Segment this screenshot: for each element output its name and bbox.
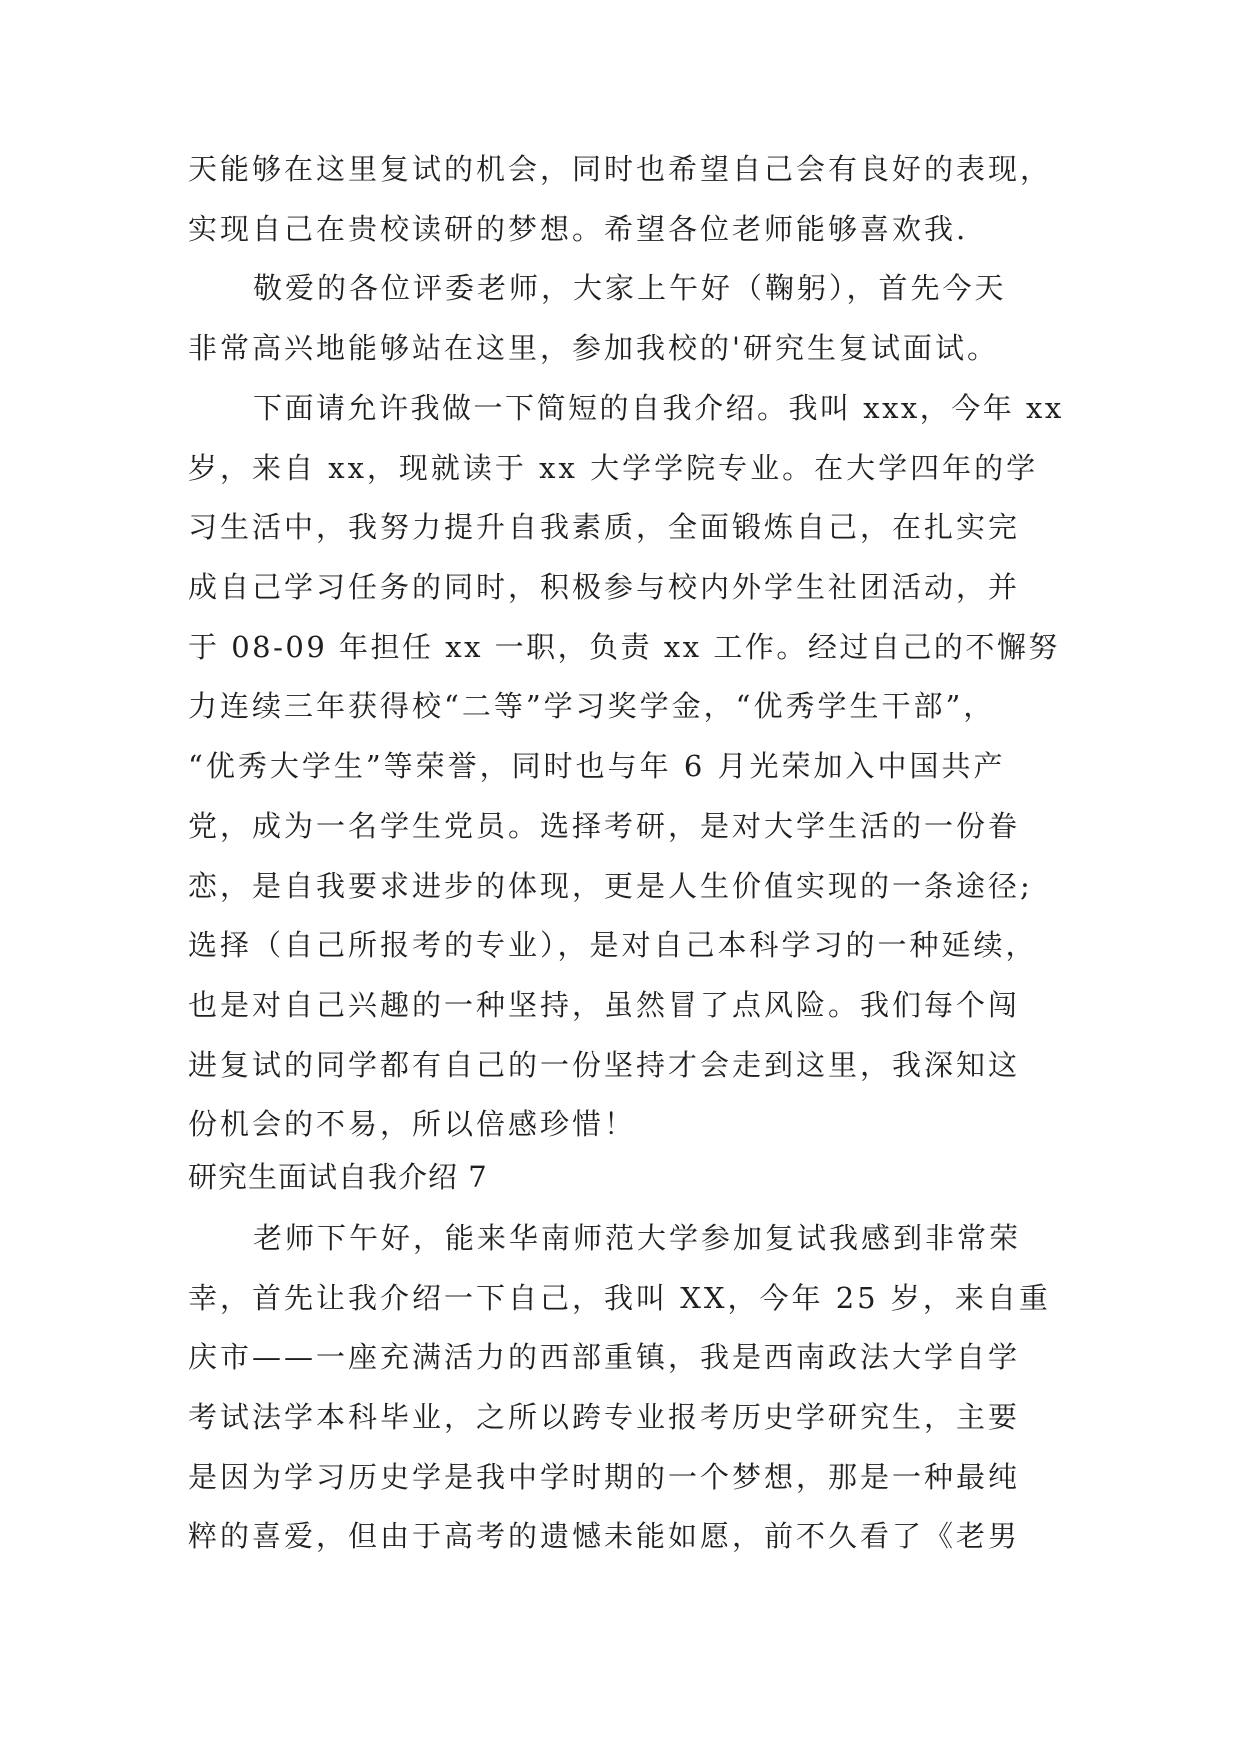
paragraph-start-line: 老师下午好，能来华南师范大学参加复试我感到非常荣: [253, 1221, 1022, 1255]
text-line: 党，成为一名学生党员。选择考研，是对大学生活的一份眷: [188, 809, 1021, 843]
text-line: 实现自己在贵校读研的梦想。希望各位老师能够喜欢我.: [188, 212, 969, 246]
section-heading: 研究生面试自我介绍 7: [188, 1160, 488, 1194]
text-line: 选择（自己所报考的专业），是对自己本科学习的一种延续，: [188, 928, 1038, 962]
text-line: 力连续三年获得校“二等”学习奖学金，“优秀学生干部”，: [188, 689, 996, 723]
paragraph-start-line: 敬爱的各位评委老师，大家上午好（鞠躬），首先今天: [253, 271, 1007, 305]
text-line: 天能够在这里复试的机会，同时也希望自己会有良好的表现，: [188, 152, 1053, 186]
text-line: 成自己学习任务的同时，积极参与校内外学生社团活动，并: [188, 570, 1021, 604]
text-line: 岁，来自 xx，现就读于 xx 大学学院专业。在大学四年的学: [188, 451, 1039, 485]
paragraph-start-line: 下面请允许我做一下简短的自我介绍。我叫 xxx，今年 xx: [253, 391, 1064, 425]
text-line: 份机会的不易，所以倍感珍惜！: [188, 1107, 637, 1141]
text-line: 恋，是自我要求进步的体现，更是人生价值实现的一条途径;: [188, 869, 1033, 903]
text-line: 考试法学本科毕业，之所以跨专业报考历史学研究生，主要: [188, 1400, 1021, 1434]
text-line: 也是对自己兴趣的一种坚持，虽然冒了点风险。我们每个闯: [188, 988, 1021, 1022]
text-line: 幸，首先让我介绍一下自己，我叫 XX，今年 25 岁，来自重: [188, 1281, 1051, 1315]
text-line: 于 08-09 年担任 xx 一职，负责 xx 工作。经过自己的不懈努: [188, 630, 1060, 664]
text-line: 进复试的同学都有自己的一份坚持才会走到这里，我深知这: [188, 1048, 1021, 1082]
text-line: 习生活中，我努力提升自我素质，全面锻炼自己，在扎实完: [188, 510, 1021, 544]
text-line: 粹的喜爱，但由于高考的遗憾未能如愿，前不久看了《老男: [188, 1519, 1021, 1553]
text-line: “优秀大学生”等荣誉，同时也与年 6 月光荣加入中国共产: [188, 749, 1006, 783]
text-line: 是因为学习历史学是我中学时期的一个梦想，那是一种最纯: [188, 1460, 1021, 1494]
text-line: 非常高兴地能够站在这里，参加我校的'研究生复试面试。: [188, 331, 999, 365]
text-line: 庆市——一座充满活力的西部重镇，我是西南政法大学自学: [188, 1340, 1021, 1374]
